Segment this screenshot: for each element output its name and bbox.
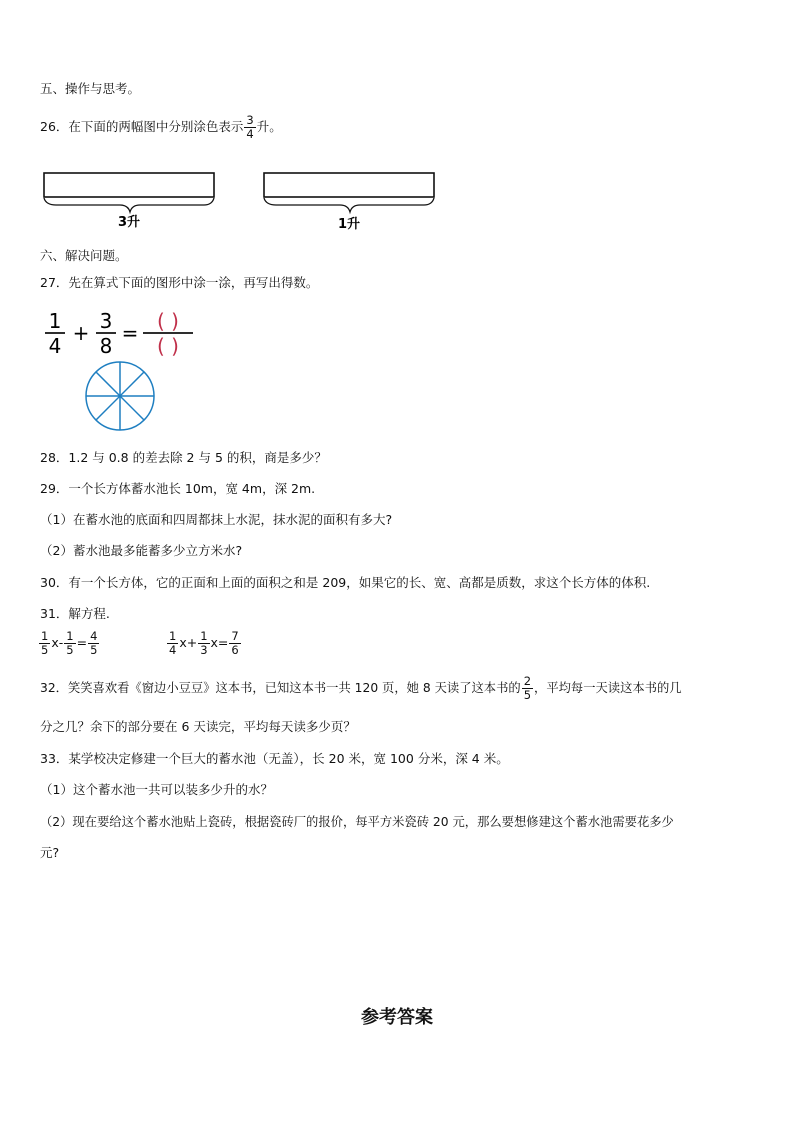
q27-circle-eighths[interactable] <box>84 360 156 432</box>
brace-3-liters <box>44 198 214 212</box>
eq2-frac3 <box>229 630 240 657</box>
answer-title: 参考答案 <box>361 1007 433 1028</box>
eq1-f1-den: 5 <box>41 643 49 657</box>
eq2-f3-num: 7 <box>231 629 239 643</box>
eq2-op2: x= <box>210 635 229 650</box>
section-five-title: 五、操作与思考。 <box>40 81 141 96</box>
q26-frac-den: 4 <box>246 127 254 141</box>
q32-prefix: 32．笑笑喜欢看《窗边小豆豆》这本书，已知这本书一共 120 页，她 8 天读了这本书的 <box>40 681 521 695</box>
question-30: 30．有一个长方体，它的正面和上面的面积之和是 209，如果它的长、宽、高都是质数，求这个长方体的体积. <box>40 575 651 590</box>
q27-answer-den-paren[interactable]: ( ) <box>157 334 179 358</box>
q27-a-den: 4 <box>48 334 62 358</box>
q27-b-den: 8 <box>99 334 113 358</box>
eq1-frac2 <box>64 630 75 657</box>
q26-fraction <box>244 114 255 141</box>
eq1-f3-den: 5 <box>90 643 98 657</box>
q26-suffix: 升。 <box>256 119 282 134</box>
q32-frac-den: 5 <box>523 688 532 702</box>
question-33-sub-2-line-2: 元? <box>40 845 60 860</box>
eq2-f2-den: 3 <box>200 643 208 657</box>
question-33-sub-2-line-1: （2）现在要给这个蓄水池贴上瓷砖，根据瓷砖厂的报价，每平方米瓷砖 20 元，那么要想修建这个蓄水池需要花多少 <box>40 815 674 829</box>
question-26 <box>40 110 282 144</box>
eq2-f1-num: 1 <box>169 629 177 643</box>
question-32-line-1 <box>40 670 682 706</box>
q27-a-num: 1 <box>48 309 62 333</box>
eq1-f2-num: 1 <box>66 629 74 643</box>
bar1-label: 3升 <box>117 215 141 230</box>
question-31: 31．解方程. <box>40 606 110 621</box>
q26-prefix: 26．在下面的两幅图中分别涂色表示 <box>40 119 244 134</box>
question-28: 28．1.2 与 0.8 的差去除 2 与 5 的积，商是多少？ <box>40 450 327 465</box>
question-29: 29．一个长方体蓄水池长 10m，宽 4m，深 2m. <box>40 481 316 496</box>
eq2-op1: x+ <box>179 635 198 650</box>
eq2-f3-den: 6 <box>231 643 239 657</box>
eq1-frac3 <box>88 630 99 657</box>
eq1-op2: = <box>76 635 88 650</box>
q27-plus: + <box>72 321 90 345</box>
eq2-f2-num: 1 <box>200 629 208 643</box>
eq1-frac1 <box>39 630 50 657</box>
q32-frac-num: 2 <box>523 674 532 688</box>
bar-1-liter[interactable] <box>264 173 434 197</box>
bar-3-liters[interactable] <box>44 173 214 197</box>
eq1-f2-den: 5 <box>66 643 74 657</box>
eq2-frac2 <box>198 630 209 657</box>
q31-equation-1 <box>38 630 100 657</box>
eq1-f1-num: 1 <box>41 629 49 643</box>
bar2-label: 1升 <box>337 217 361 232</box>
q26-bars-figure[interactable] <box>40 168 440 234</box>
question-33-sub-1: （1）这个蓄水池一共可以装多少升的水？ <box>40 782 273 797</box>
section-six-title: 六、解决问题。 <box>40 248 128 263</box>
question-29-sub-2: （2）蓄水池最多能蓄多少立方米水? <box>40 543 243 558</box>
q32-fraction <box>522 675 533 702</box>
question-27: 27．先在算式下面的图形中涂一涂，再写出得数。 <box>40 275 319 290</box>
q27-b-num: 3 <box>99 309 113 333</box>
brace-1-liter <box>264 198 434 212</box>
q32-suffix: ，平均每一天读这本书的几 <box>534 681 682 695</box>
eq2-frac1 <box>167 630 178 657</box>
question-33: 33．某学校决定修建一个巨大的蓄水池（无盖），长 20 米，宽 100 分米，深 4 米。 <box>40 751 509 766</box>
eq1-f3-num: 4 <box>90 629 98 643</box>
eq1-op1: x- <box>51 635 64 650</box>
q27-equals: = <box>121 321 139 345</box>
q31-equation-2 <box>166 630 242 657</box>
question-29-sub-1: （1）在蓄水池的底面和四周都抹上水泥，抹水泥的面积有多大? <box>40 512 393 527</box>
q27-equation <box>40 306 210 360</box>
q27-answer-num-paren[interactable]: ( ) <box>157 309 179 333</box>
eq2-f1-den: 4 <box>169 643 177 657</box>
question-32-line-2: 分之几？余下的部分要在 6 天读完，平均每天读多少页？ <box>40 719 356 734</box>
q26-frac-num: 3 <box>246 113 254 127</box>
